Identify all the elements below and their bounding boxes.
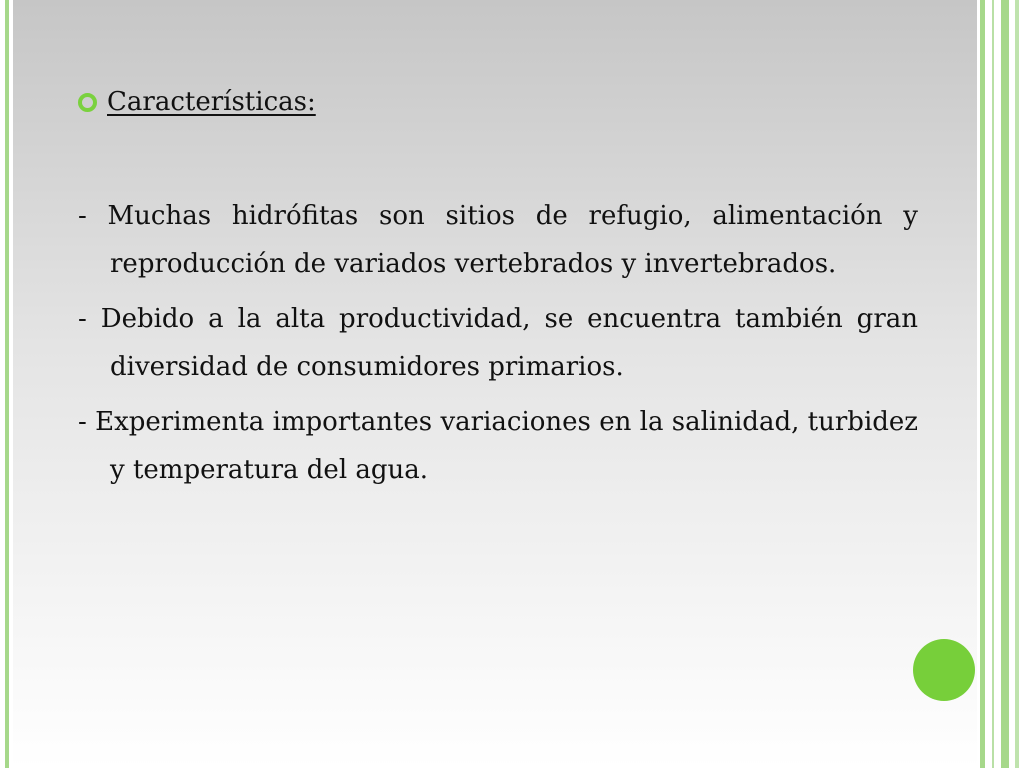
heading-row bbox=[78, 80, 316, 124]
body-paragraph-2: - Debido a la alta productividad, se encuentra también gran diversidad de consumidores primarios. bbox=[78, 304, 918, 382]
right-decorative-stripes bbox=[977, 0, 1024, 768]
left-stripe-line bbox=[5, 0, 9, 768]
green-circle-icon bbox=[913, 639, 975, 701]
right-stripe-3 bbox=[1001, 0, 1009, 768]
body-paragraph-3: - Experimenta importantes variaciones en la salinidad, turbidez y temperatura del agua. bbox=[78, 407, 918, 485]
right-stripe-2 bbox=[992, 0, 994, 768]
right-stripe-1 bbox=[980, 0, 985, 768]
right-stripe-4 bbox=[1015, 0, 1019, 768]
left-decorative-stripe bbox=[0, 0, 13, 768]
body-paragraph-1: - Muchas hidrófitas son sitios de refugio, alimentación y reproducción de variados vertebrados y invertebrados. bbox=[78, 201, 918, 279]
slide-body bbox=[78, 192, 918, 501]
ring-bullet-icon bbox=[78, 93, 97, 112]
slide-heading: Características: bbox=[107, 87, 316, 117]
